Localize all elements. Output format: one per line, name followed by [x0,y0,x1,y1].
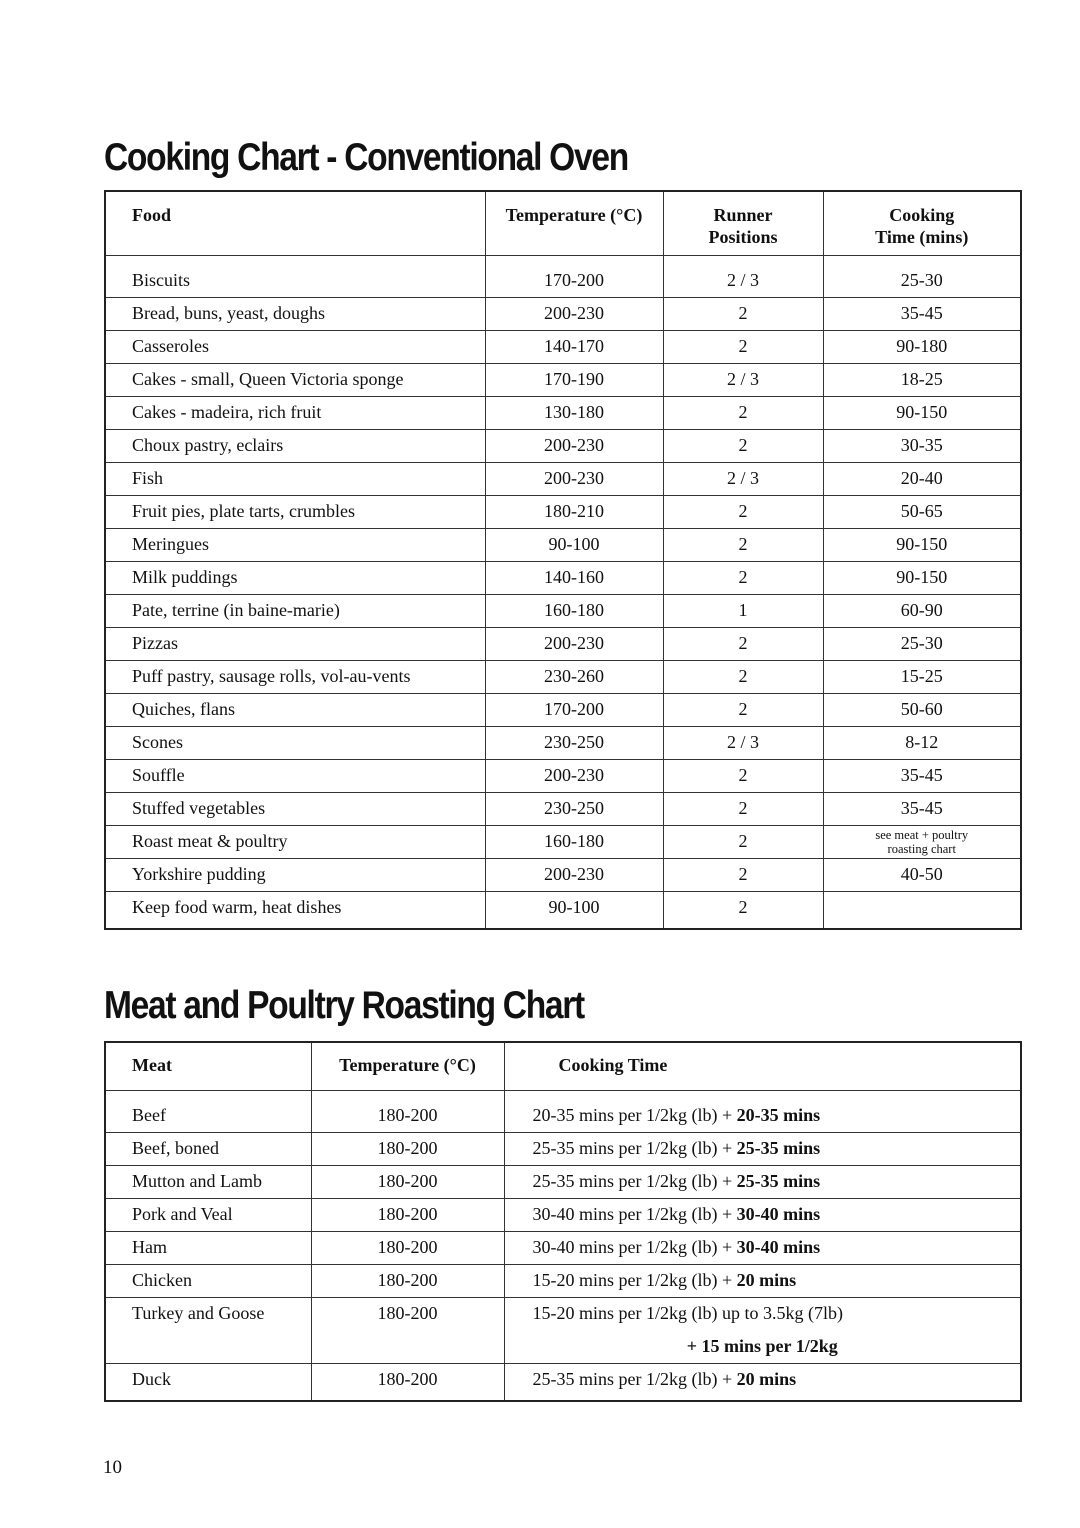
table-row [105,363,1021,396]
food-cell: Pizzas [105,627,485,660]
table-row [105,396,1021,429]
header-cooking-time [823,191,1021,255]
time-note-line2: roasting chart [887,841,956,856]
table-row [105,891,1021,929]
time-cell: 15-25 [823,660,1021,693]
table-row [105,594,1021,627]
runner-cell: 2 [663,759,823,792]
food-cell: Milk puddings [105,561,485,594]
food-cell: Cakes - madeira, rich fruit [105,396,485,429]
table-row [105,726,1021,759]
table-row [105,858,1021,891]
temperature-cell: 130-180 [485,396,663,429]
food-cell: Quiches, flans [105,693,485,726]
temperature-cell-empty [311,1330,504,1363]
food-cell: Keep food warm, heat dishes [105,891,485,929]
cooking-time-cell [504,1132,1021,1165]
time-cell: 90-150 [823,396,1021,429]
food-cell: Yorkshire pudding [105,858,485,891]
time-cell: 35-45 [823,297,1021,330]
table-row [105,462,1021,495]
temperature-cell: 170-190 [485,363,663,396]
food-cell: Biscuits [105,255,485,297]
table-row [105,1231,1021,1264]
time-cell: 25-30 [823,255,1021,297]
time-text: 15-20 mins per 1/2kg (lb) + [532,1270,733,1290]
cooking-time-cell [504,1090,1021,1132]
time-note-line1: see meat + poultry [875,827,969,842]
header-meat: Meat [132,1055,172,1075]
temperature-cell: 180-200 [311,1363,504,1401]
cooking-time-cell [504,1264,1021,1297]
time-text: 25-35 mins per 1/2kg (lb) + [532,1171,733,1191]
temperature-cell: 180-200 [311,1297,504,1330]
temperature-cell: 200-230 [485,858,663,891]
food-cell: Meringues [105,528,485,561]
food-cell: Cakes - small, Queen Victoria sponge [105,363,485,396]
runner-cell: 2 [663,792,823,825]
temperature-cell: 140-170 [485,330,663,363]
cooking-time-cell [504,1363,1021,1401]
food-cell: Casseroles [105,330,485,363]
food-cell: Puff pastry, sausage rolls, vol-au-vents [105,660,485,693]
time-cell: 60-90 [823,594,1021,627]
header-food: Food [132,205,172,225]
header-runner-line1: Runner [713,205,773,225]
time-cell: 30-35 [823,429,1021,462]
temperature-cell: 230-260 [485,660,663,693]
time-cell: 90-150 [823,528,1021,561]
runner-cell: 2 / 3 [663,726,823,759]
cooking-time-cell [504,1297,1021,1330]
food-cell: Roast meat & poultry [105,825,485,858]
runner-cell: 2 / 3 [663,462,823,495]
temperature-cell: 180-200 [311,1165,504,1198]
temperature-cell: 180-200 [311,1090,504,1132]
time-cell: 35-45 [823,759,1021,792]
table-row [105,1264,1021,1297]
temperature-cell: 200-230 [485,297,663,330]
temperature-cell: 200-230 [485,759,663,792]
meat-cell: Ham [105,1231,311,1264]
temperature-cell: 230-250 [485,726,663,759]
temperature-cell: 140-160 [485,561,663,594]
food-cell: Bread, buns, yeast, doughs [105,297,485,330]
time-text: 25-35 mins per 1/2kg (lb) + [532,1138,733,1158]
runner-cell: 2 [663,825,823,858]
table-row [105,1363,1021,1401]
table-row [105,1198,1021,1231]
time-cell: 8-12 [823,726,1021,759]
time-text: 30-40 mins per 1/2kg (lb) + [532,1237,733,1257]
time-cell: 50-65 [823,495,1021,528]
time-cell: 90-150 [823,561,1021,594]
runner-cell: 2 / 3 [663,363,823,396]
temperature-cell: 180-200 [311,1231,504,1264]
food-cell: Choux pastry, eclairs [105,429,485,462]
header-runner-line2: Positions [708,227,778,247]
temperature-cell: 170-200 [485,255,663,297]
header-temperature: Temperature (°C) [311,1042,504,1090]
time-extra: 20-35 mins [736,1104,821,1125]
meat-cell: Beef [105,1090,311,1132]
roasting-chart-header-row [105,1042,1021,1090]
table-row [105,825,1021,858]
food-cell: Stuffed vegetables [105,792,485,825]
temperature-cell: 160-180 [485,594,663,627]
runner-cell: 2 [663,297,823,330]
time-cell [823,891,1021,929]
header-time-line2: Time (mins) [875,227,969,247]
meat-cell: Beef, boned [105,1132,311,1165]
runner-cell: 2 [663,693,823,726]
runner-cell: 2 [663,396,823,429]
time-cell: 40-50 [823,858,1021,891]
table-row-continuation [105,1330,1021,1363]
meat-cell: Mutton and Lamb [105,1165,311,1198]
temperature-cell: 180-210 [485,495,663,528]
meat-cell-empty [105,1330,311,1363]
time-extra: 25-35 mins [736,1171,821,1191]
runner-cell: 2 [663,528,823,561]
meat-cell: Chicken [105,1264,311,1297]
table-row [105,693,1021,726]
time-continuation-text: + 15 mins per 1/2kg [686,1335,838,1356]
runner-cell: 2 [663,660,823,693]
table-row [105,1132,1021,1165]
runner-cell: 2 [663,330,823,363]
runner-cell: 2 [663,429,823,462]
time-cell: 20-40 [823,462,1021,495]
temperature-cell: 200-230 [485,627,663,660]
time-cell: 35-45 [823,792,1021,825]
time-extra: 20 mins [736,1368,797,1389]
time-cell: 90-180 [823,330,1021,363]
runner-cell: 2 [663,561,823,594]
runner-cell: 1 [663,594,823,627]
temperature-cell: 180-200 [311,1132,504,1165]
header-runner-positions [663,191,823,255]
table-row [105,330,1021,363]
food-cell: Fish [105,462,485,495]
food-cell: Souffle [105,759,485,792]
runner-cell: 2 [663,627,823,660]
page-number: 10 [103,1457,122,1478]
runner-cell: 2 / 3 [663,255,823,297]
temperature-cell: 90-100 [485,891,663,929]
table-row [105,627,1021,660]
temperature-cell: 180-200 [311,1264,504,1297]
time-cell: 18-25 [823,363,1021,396]
roasting-chart-table [104,1041,1022,1402]
table-row [105,495,1021,528]
temperature-cell: 90-100 [485,528,663,561]
time-extra: 25-35 mins [736,1138,821,1158]
cooking-chart-title: Cooking Chart - Conventional Oven [104,136,628,179]
cooking-chart-table [104,190,1022,930]
cooking-time-cell [504,1198,1021,1231]
roasting-chart-title: Meat and Poultry Roasting Chart [104,984,584,1027]
food-cell: Pate, terrine (in baine-marie) [105,594,485,627]
cooking-chart-header-row [105,191,1021,255]
temperature-cell: 180-200 [311,1198,504,1231]
runner-cell: 2 [663,858,823,891]
time-cell: 25-30 [823,627,1021,660]
table-row [105,1090,1021,1132]
time-text: 25-35 mins per 1/2kg (lb) + [532,1368,733,1389]
table-row [105,660,1021,693]
temperature-cell: 200-230 [485,462,663,495]
temperature-cell: 230-250 [485,792,663,825]
food-cell: Scones [105,726,485,759]
cooking-time-cell [504,1165,1021,1198]
table-row [105,429,1021,462]
meat-cell: Turkey and Goose [105,1297,311,1330]
time-text: 15-20 mins per 1/2kg (lb) up to 3.5kg (7lb) [532,1303,843,1324]
food-cell: Fruit pies, plate tarts, crumbles [105,495,485,528]
meat-cell: Pork and Veal [105,1198,311,1231]
time-extra: 20 mins [736,1270,797,1290]
header-temperature: Temperature (°C) [485,191,663,255]
time-extra: 30-40 mins [736,1204,821,1224]
time-cell [823,825,1021,858]
header-time-line1: Cooking [889,205,955,225]
meat-cell: Duck [105,1363,311,1401]
cooking-time-cell [504,1231,1021,1264]
runner-cell: 2 [663,495,823,528]
table-row [105,561,1021,594]
temperature-cell: 170-200 [485,693,663,726]
table-row [105,255,1021,297]
table-row [105,759,1021,792]
runner-cell: 2 [663,891,823,929]
table-row [105,792,1021,825]
time-text: 30-40 mins per 1/2kg (lb) + [532,1204,733,1224]
header-cooking-time: Cooking Time [504,1042,1021,1090]
table-row [105,297,1021,330]
time-extra: 30-40 mins [736,1237,821,1257]
temperature-cell: 160-180 [485,825,663,858]
table-row [105,1165,1021,1198]
time-text: 20-35 mins per 1/2kg (lb) + [532,1104,733,1125]
time-cell: 50-60 [823,693,1021,726]
cooking-time-continuation [504,1330,1021,1363]
temperature-cell: 200-230 [485,429,663,462]
table-row [105,1297,1021,1330]
table-row [105,528,1021,561]
